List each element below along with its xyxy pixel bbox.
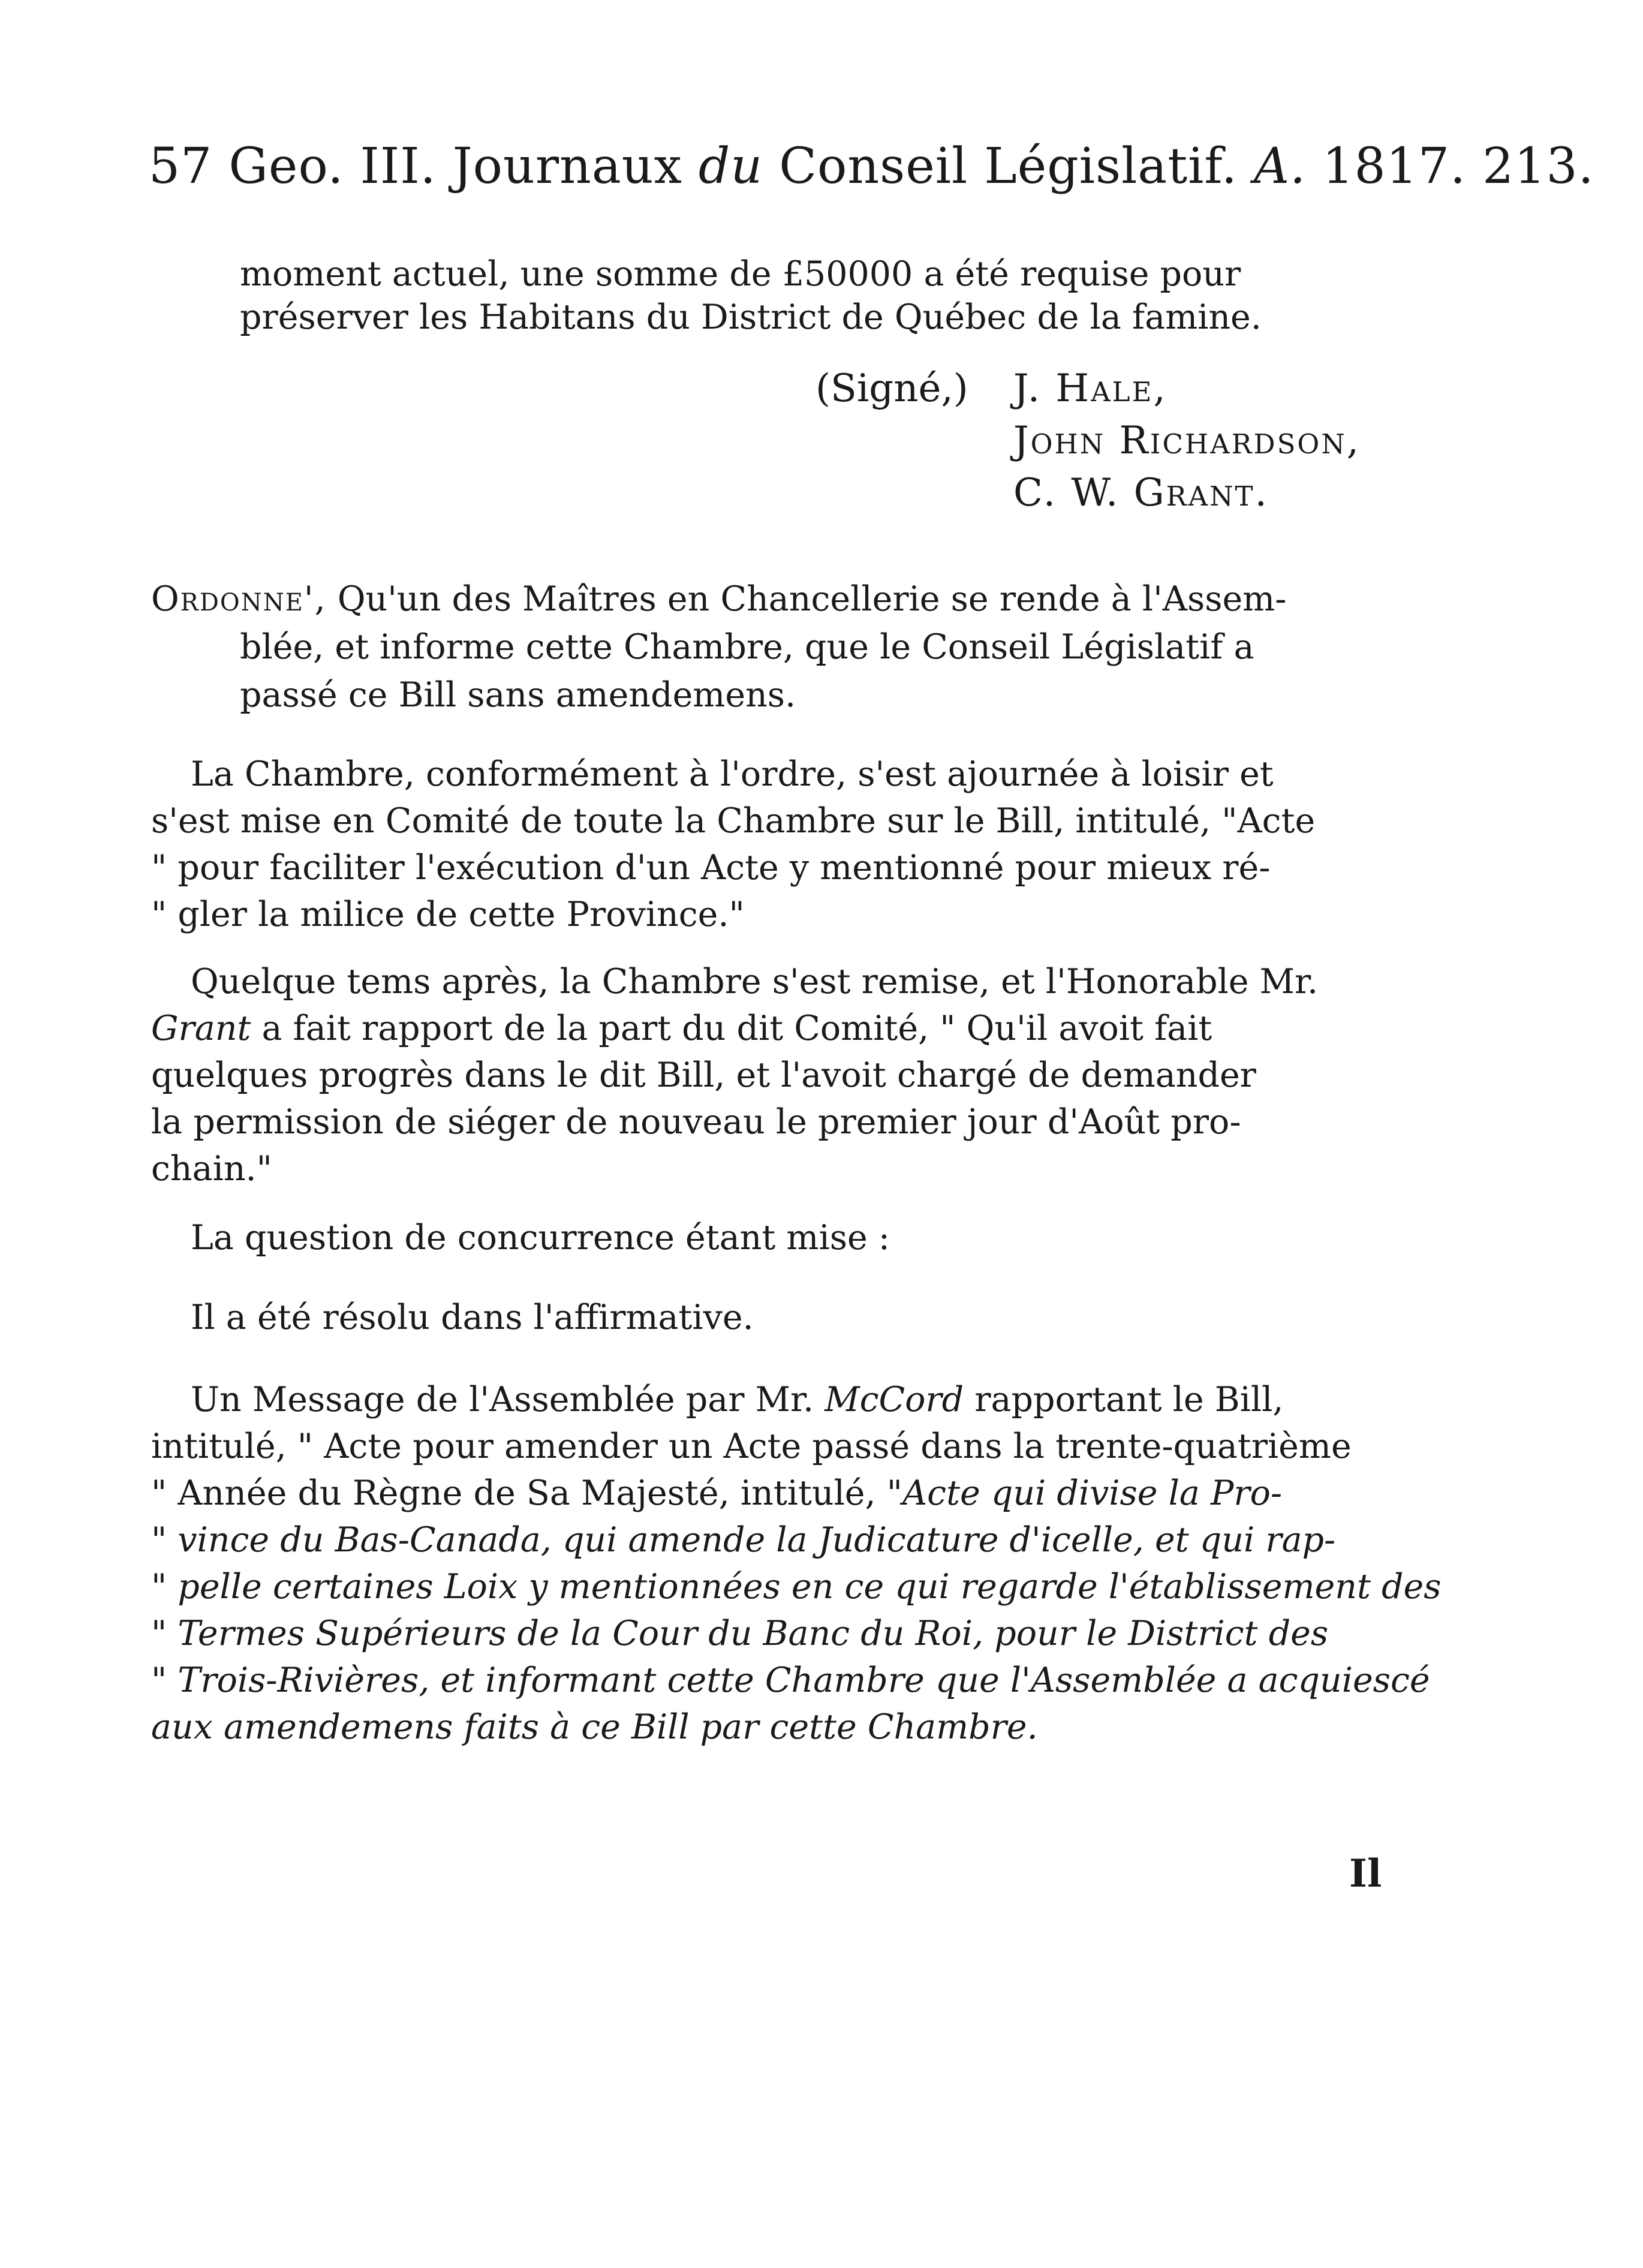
para2-line-5: chain." [151, 1149, 272, 1189]
para2-line-3: quelques progrès dans le dit Bill, et l'avoit chargé de demander [151, 1055, 1256, 1095]
para1-line-4: " gler la milice de cette Province." [151, 895, 745, 934]
signature-name-richardson: John Richardson, [1013, 419, 1361, 463]
header-regnal-year: 57 Geo. III. Journaux [149, 138, 699, 195]
running-header [149, 131, 1594, 203]
message-line-1-b: rapportant le Bill, [964, 1380, 1284, 1419]
para1-line-2: s'est mise en Comité de toute la Chambre sur le Bill, intitulé, "Acte [151, 801, 1316, 841]
message-line-4: " vince du Bas-Canada, qui amende la Judicature d'icelle, et qui rap- [151, 1520, 1336, 1560]
header-council: Conseil Législatif. [763, 138, 1254, 195]
para1-line-1: La Chambre, conformément à l'ordre, s'est ajournée à loisir et [191, 754, 1274, 794]
ordonne-line-1 [151, 576, 1287, 622]
message-line-8: aux amendemens faits à ce Bill par cette Chambre. [151, 1707, 1038, 1747]
para2-line-2-text: a fait rapport de la part du dit Comité, " Qu'il avoit fait [251, 1009, 1212, 1048]
ordonne-line-3: passé ce Bill sans amendemens. [240, 675, 796, 715]
intro-line-1: moment actuel, une somme de £50000 a été requise pour [240, 254, 1241, 294]
message-line-1 [191, 1376, 1283, 1423]
message-line-1-a: Un Message de l'Assemblée par Mr. [191, 1380, 825, 1419]
para1-line-3: " pour faciliter l'exécution d'un Acte y mentionné pour mieux ré- [151, 848, 1271, 888]
header-du: du [698, 138, 763, 195]
signature-name-hale: J. Hale, [1013, 366, 1167, 411]
ordonne-lead: Ordonne', [151, 579, 327, 619]
para2-line-1: Quelque tems après, la Chambre s'est remise, et l'Honorable Mr. [191, 962, 1319, 1001]
message-mccord-name: McCord [824, 1380, 964, 1419]
message-line-7: " Trois-Rivières, et informant cette Chambre que l'Assemblée a acquiescé [151, 1661, 1430, 1700]
catchword: Il [1349, 1851, 1382, 1896]
para2-grant-name: Grant [151, 1009, 251, 1048]
message-line-3 [151, 1470, 1282, 1517]
para2-line-2 [151, 1005, 1212, 1052]
intro-line-2: préserver les Habitans du District de Québec de la famine. [240, 297, 1262, 337]
resolved-line: Il a été résolu dans l'affirmative. [191, 1298, 754, 1337]
message-line-3-b: "Acte qui divise la Pro- [886, 1473, 1283, 1513]
message-line-3-a: " Année du Règne de Sa Majesté, intitulé, [151, 1473, 887, 1513]
message-line-6: " Termes Supérieurs de la Cour du Banc du Roi, pour le District des [151, 1614, 1329, 1653]
ordonne-line-1-text: Qu'un des Maîtres en Chancellerie se rende à l'Assem- [326, 579, 1287, 619]
signature-name-grant: C. W. Grant. [1013, 471, 1269, 515]
message-line-5: " pelle certaines Loix y mentionnées en ce qui regarde l'établissement des [151, 1567, 1442, 1607]
message-line-2: intitulé, " Acte pour amender un Acte passé dans la trente-quatrième [151, 1427, 1352, 1466]
header-a: A. [1253, 138, 1307, 195]
question-line: La question de concurrence étant mise : [191, 1218, 890, 1258]
header-year-page: 1817. 213. [1306, 138, 1594, 195]
para2-line-4: la permission de siéger de nouveau le premier jour d'Août pro- [151, 1102, 1241, 1142]
signature-label: (Signé,) [816, 366, 968, 411]
ordonne-line-2: blée, et informe cette Chambre, que le Conseil Législatif a [240, 627, 1254, 667]
